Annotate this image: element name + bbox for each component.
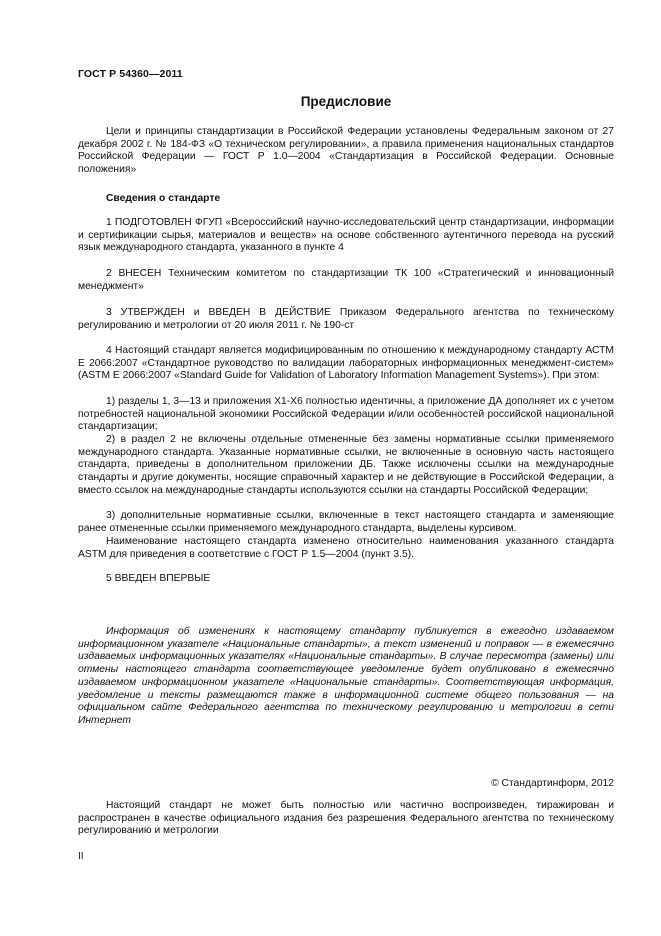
item-3: 3 УТВЕРЖДЕН и ВВЕДЕН В ДЕЙСТВИЕ Приказом Федерального агентства по техническому регулированию и метрологии от 20 июля 2011 г. № 190-ст	[78, 307, 614, 331]
page-title: Предисловие	[300, 94, 392, 109]
info-note: Информация об изменениях к настоящему стандарту публикуется в ежегодно издаваемом информационном указателе «Национальные стандарты», а текст изменений и поправок — в ежемесячно издаваемых информационных указателях «Национальные стандарты». В случае пересмотра (замены) или отмены настоящего стандарта соответствующее уведомление будет опубликовано в ежемесячно издаваемом информационном указателе «Национальные стандарты». Соответствующая информация, уведомление и тексты размещаются также в информационной системе общего пользования — на официальном сайте Федерального агентства по техническому регулированию и метрологии в сети Интернет	[78, 626, 614, 726]
item-1: 1 ПОДГОТОВЛЕН ФГУП «Всероссийский научно-исследовательский центр стандартизации, информации и сертификации сырья, материалов и веществ» на основе собственного аутентичного перевода на русский язык международного стандарта, указанного в пункте 4	[78, 217, 614, 254]
item-4-sub-2: 2) в раздел 2 не включены отдельные отмененные без замены нормативные ссылки применяемого международного стандарта. Указанные нормативные ссылки, не включенные в основную часть настоящего стандарта, приведены в дополнительном приложении ДБ. Также исключены ссылки на международные стандарты и другие документы, носящие справочный характер и не действующие в Российской Федерации, а вместо ссылок на международные стандарты используются ссылки на стандарты Российской Федерации;	[78, 434, 614, 496]
item-4-intro: 4 Настоящий стандарт является модифицированным по отношению к международному стандарту АСТМ Е 2066:2007 «Стандартное руководство по валидации лабораторных информационных менеджмент-систем» (ASTM E 2066:2007 «Standard Guide for Validation of Laboratory Information Management Systems»). При этом:	[78, 345, 614, 382]
standard-code: ГОСТ Р 54360—2011	[78, 68, 183, 80]
item-2: 2 ВНЕСЕН Техническим комитетом по стандартизации ТК 100 «Стратегический и инновационный менеджмент»	[78, 268, 614, 292]
item-4-name-change: Наименование настоящего стандарта изменено относительно наименования указанного стандарта ASTM для приведения в соответствие с ГОСТ Р 1.5—2004 (пункт 3.5).	[78, 536, 614, 560]
reproduction-notice: Настоящий стандарт не может быть полностью или частично воспроизведен, тиражирован и распространен в качестве официального издания без разрешения Федерального агентства по техническому регулированию и метрологии	[78, 800, 614, 837]
item-4-sub-3: 3) дополнительные нормативные ссылки, включенные в текст настоящего стандарта и заменяющие ранее отмененные ссылки применяемого международного стандарта, выделены курсивом.	[78, 510, 614, 534]
intro-paragraph: Цели и принципы стандартизации в Российской Федерации установлены Федеральным законом от 27 декабря 2002 г. № 184-ФЗ «О техническом регулировании», а правила применения национальных стандартов Российской Федерации — ГОСТ Р 1.0—2004 «Стандартизация в Российской Федерации. Основные положения»	[78, 126, 614, 176]
page-number: II	[78, 851, 84, 862]
section-heading: Сведения о стандарте	[106, 193, 221, 204]
copyright: © Стандартинформ, 2012	[491, 778, 614, 789]
item-5: 5 ВВЕДЕН ВПЕРВЫЕ	[106, 573, 211, 584]
item-4-sub-1: 1) разделы 1, 3—13 и приложения Х1-Х6 полностью идентичны, а приложение ДА дополняет их с учетом потребностей национальной экономики Российской Федерации и/или особенностей российской национальной стандартизации;	[78, 396, 614, 433]
